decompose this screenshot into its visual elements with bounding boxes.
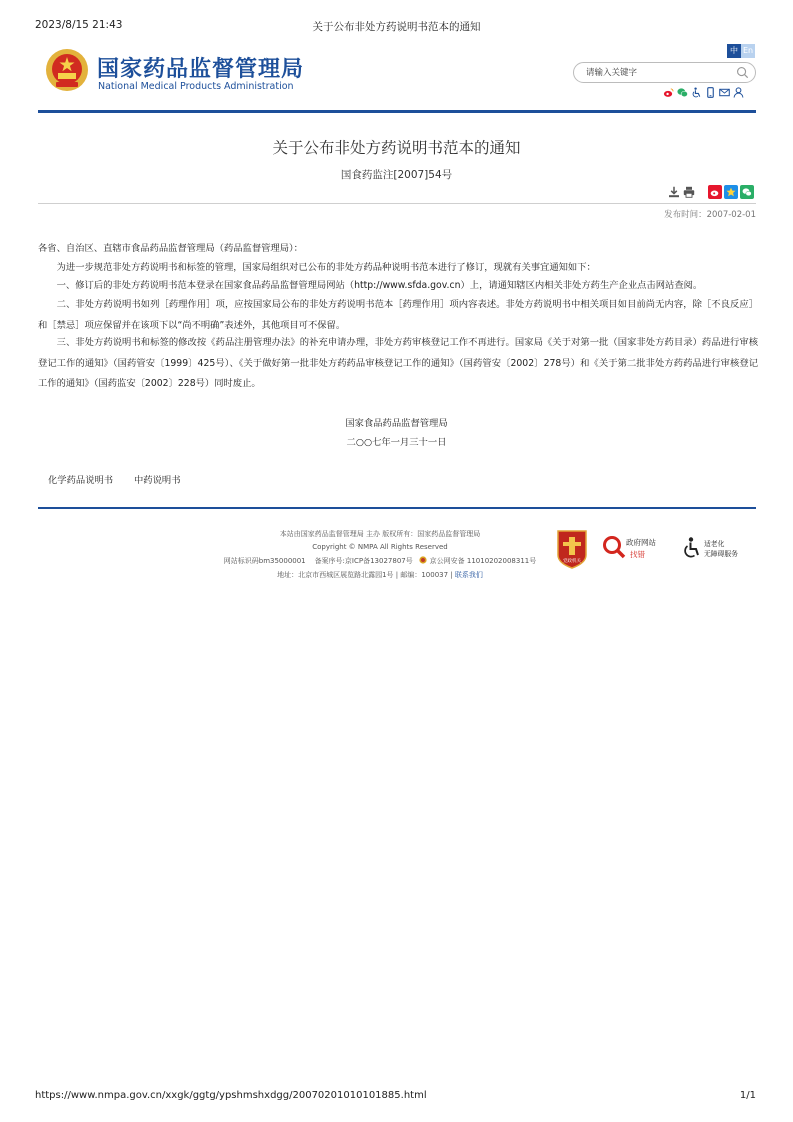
print-page-title: 关于公布非处方药说明书范本的通知 [312, 21, 481, 33]
paragraph-2: 二、非处方药说明书如列［药理作用］项，应按国家局公布的非处方药说明书范本［药理作用］项内容表述。非处方药说明书中相关项目如目前尚无内容，除［不良反应］和［禁忌］项应保留并在该项下以“尚不明确”表述外，其他项目可不保留。 [38, 299, 758, 331]
header-tools [663, 87, 744, 98]
footer-registration [180, 555, 580, 569]
share-wechat-button[interactable] [740, 185, 754, 199]
site-title-cn[interactable]: 国家药品监督管理局 [97, 57, 305, 82]
elderly-accessibility-badge[interactable] [682, 529, 757, 569]
search-input[interactable] [586, 66, 726, 79]
mail-icon[interactable] [719, 87, 730, 98]
signer: 国家食品药品监督管理局 [345, 418, 448, 429]
footer-copyright: Copyright © NMPA All Rights Reserved [312, 543, 448, 551]
language-switch [727, 44, 755, 58]
party-govt-badge-label: 党政机关 [563, 559, 581, 564]
paragraph-intro: 为进一步规范非处方药说明书和标签的管理，国家局组织对已公布的非处方药品种说明书范本进行了修订，现就有关事宜通知如下： [56, 262, 596, 273]
lang-en-button[interactable]: En [741, 44, 755, 58]
user-icon[interactable] [733, 87, 744, 98]
publish-time: 发布时间：2007-02-01 [664, 210, 756, 220]
weibo-icon[interactable] [663, 87, 674, 98]
attachment-link-chemical[interactable]: 化学药品说明书 [48, 475, 114, 486]
print-page-number: 1/1 [739, 1090, 756, 1101]
address: 地址：北京市西城区展览路北露园1号 | 邮编：100037 | [277, 571, 453, 579]
search-box [573, 62, 756, 83]
wechat-icon[interactable] [677, 87, 688, 98]
article-tools [668, 186, 695, 198]
download-icon[interactable] [668, 186, 680, 198]
footer-divider [38, 507, 756, 509]
mobile-icon[interactable] [705, 87, 716, 98]
share-tools [708, 185, 754, 199]
report-error-badge[interactable] [602, 529, 664, 569]
national-emblem-icon [45, 48, 89, 92]
share-weibo-button[interactable] [708, 185, 722, 199]
weibo-icon [710, 187, 720, 197]
document-number: 国食药监注[2007]54号 [340, 169, 453, 181]
police-badge-icon [419, 556, 427, 564]
footer-sponsor: 本站由国家药品监督管理局 主办 版权所有：国家药品监督管理局 [279, 530, 481, 538]
footer-address [180, 569, 580, 583]
accessibility-service-label: 无障碍服务 [704, 550, 738, 558]
favorite-icon [726, 187, 736, 197]
party-govt-badge[interactable] [556, 529, 588, 569]
contact-us-link[interactable]: 联系我们 [454, 571, 483, 579]
article-divider [38, 203, 756, 204]
magnifier-icon [602, 535, 626, 559]
paragraph-3: 三、非处方药说明书和标签的修改按《药品注册管理办法》的补充申请办理，非处方药审核登记工作不再进行。国家局《关于对第一批（国家非处方药目录）药品进行审核登记工作的通知》（国药管安〔1999〕425号）、《关于做好第一批非处方药药品审核登记工作的通知》（国药管安〔2002〕278号）和《关于第二批非处方药药品进行审核登记工作的通知》（国药监安〔2002〕228号）同时废止。 [38, 337, 758, 389]
print-datetime: 2023/8/15 21:43 [35, 19, 123, 31]
salutation: 各省、自治区、直辖市食品药品监督管理局（药品监督管理局）： [38, 243, 303, 254]
paragraph-1: 一、修订后的非处方药说明书范本登录在国家食品药品监督管理局网站（http://www.sfda.gov.cn）上，请通知辖区内相关非处方药生产企业点击网站查阅。 [56, 280, 703, 291]
article-title: 关于公布非处方药说明书范本的通知 [272, 139, 521, 157]
lang-cn-button[interactable]: 中 [727, 44, 741, 58]
report-error-sub: 找错 [630, 550, 645, 559]
sign-date: 二○○七年一月三十一日 [346, 437, 447, 448]
elderly-friendly-label: 适老化 [704, 540, 725, 548]
favorite-button[interactable] [724, 185, 738, 199]
header-divider [38, 110, 756, 113]
print-icon[interactable] [683, 186, 695, 198]
wechat-icon [742, 187, 752, 197]
search-icon[interactable] [736, 66, 749, 79]
icp-number[interactable]: 备案序号:京ICP备13027807号 [314, 557, 413, 565]
site-title-en: National Medical Products Administration [98, 81, 294, 92]
print-url: https://www.nmpa.gov.cn/xxgk/ggtg/ypshmshxdgg/20070201010101885.html [35, 1090, 427, 1101]
report-error-title: 政府网站 [626, 538, 656, 547]
police-record[interactable]: 京公网安备 11010202008311号 [429, 557, 537, 565]
accessibility-icon[interactable] [691, 87, 702, 98]
attachment-link-tcm[interactable]: 中药说明书 [134, 475, 181, 486]
wheelchair-icon [682, 537, 702, 559]
site-id: 网站标识码bm35000001 [223, 557, 306, 565]
